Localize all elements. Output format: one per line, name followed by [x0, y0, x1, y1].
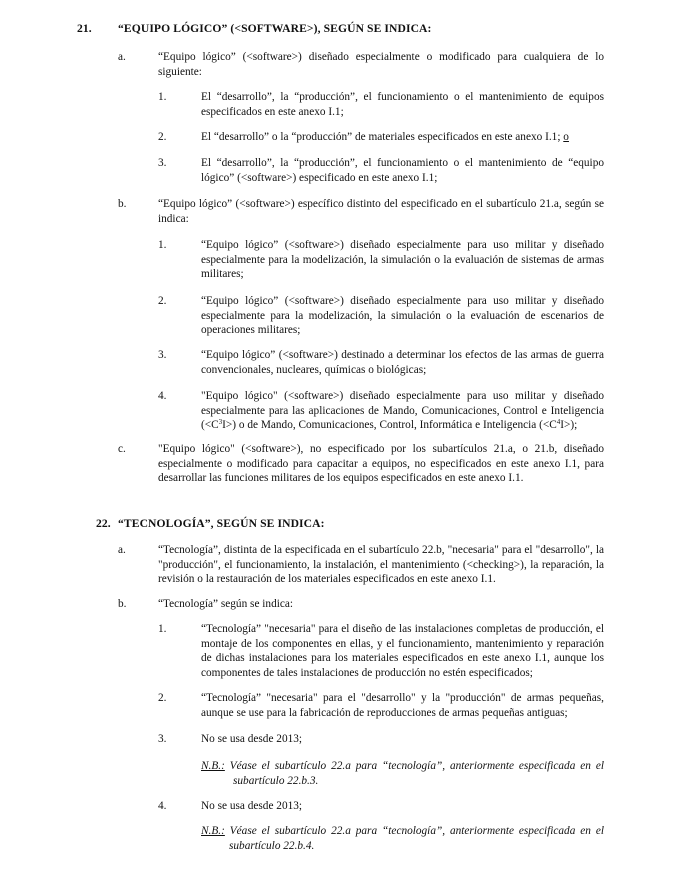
sec22-b-item3-number: 3.: [158, 733, 167, 745]
sec22-b-item1-text: “Tecnología” "necesaria" para el diseño de las instalaciones completas de producción, el montaje de los componentes en ellas, y el funcionamiento, mantenimiento y reparación de dichas instalaciones para los materiales especificados en este anexo I.1, aunque los componentes de tales instalaciones de producción no estén especificados;: [201, 623, 604, 679]
sec21-b-item3-text: “Equipo lógico” (<software>) destinado a determinar los efectos de las armas de guerra convencionales, nucleares, químicas o biológicas;: [201, 349, 604, 376]
sec21-c-letter: c.: [118, 443, 126, 455]
sec21-a-item1-text: El “desarrollo”, la “producción”, el funcionamiento o el mantenimiento de equipos especificados en este anexo I.1;: [201, 91, 604, 118]
sec21-a-item3-text: El “desarrollo”, la “producción”, el funcionamiento o el mantenimiento de “equipo lógico” (<software>) especificado en este anexo I.1;: [201, 157, 604, 184]
sec22-a-letter: a.: [118, 544, 126, 556]
sec21-a-item1-number: 1.: [158, 91, 167, 103]
sec21-b-item4-number: 4.: [158, 390, 167, 402]
sec22-b-intro: “Tecnología” según se indica:: [158, 598, 294, 610]
sec22-a-text: “Tecnología”, distinta de la especificada en el subartículo 22.b, "necesaria" para el "desarrollo", la "producción", el funcionamiento, la instalación, el mantenimiento (<checking>), la reparación, la revisión o la restauración de los materiales especificados en este anexo I.1.: [158, 544, 604, 586]
section-21-title: “EQUIPO LÓGICO” (<SOFTWARE>), SEGÚN SE INDICA:: [118, 22, 432, 35]
section-21-number: 21.: [77, 22, 92, 35]
sec22-b-item2-number: 2.: [158, 692, 167, 704]
sec22-b-item4-text: No se usa desde 2013;: [201, 800, 303, 812]
section-22-number: 22.: [96, 517, 111, 530]
nb-label: N.B.:: [201, 825, 225, 837]
nb-label: N.B.:: [201, 760, 225, 772]
sec22-b-item2-text: “Tecnología” "necesaria" para el "desarrollo" y la "producción" de armas pequeñas, aunque se use para la fabricación de reproducciones de armas pequeñas antiguas;: [201, 692, 604, 719]
conjunction-o: o: [563, 131, 569, 143]
sec21-b-item3-number: 3.: [158, 349, 167, 361]
sec21-b-item4-text: "Equipo lógico" (<software>) diseñado especialmente para uso militar y diseñado especialmente para las aplicaciones de Mando, Comunicaciones, Control e Inteligencia $(<C^3I>)$ o de Mando, Comunicaciones, Control, Informática e Inteligencia $(<C^4I>)$;: [201, 390, 604, 432]
sec22-b-item4-note: N.B.: Véase el subartículo 22.a para “tecnología”, anteriormente especificada en el subartículo 22.b.4.: [201, 825, 604, 852]
sec22-b-item1-number: 1.: [158, 623, 167, 635]
sec22-b-item3-text: No se usa desde 2013;: [201, 733, 303, 745]
section-22-title: “TECNOLOGÍA”, SEGÚN SE INDICA:: [118, 517, 325, 530]
sec21-a-text: “Equipo lógico” (<software>) diseñado especialmente o modificado para cualquiera de lo siguiente:: [158, 51, 604, 78]
sec22-b-letter: b.: [118, 598, 127, 610]
sec21-b-item1-number: 1.: [158, 239, 167, 251]
sec21-b-item2-text: “Equipo lógico” (<software>) diseñado especialmente para uso militar y diseñado especialmente para la modelización, la simulación o la evaluación de escenarios de operaciones militares;: [201, 295, 604, 337]
sec21-c-text: "Equipo lógico" (<software>), no especificado por los subartículos 21.a, o 21.b, diseñado especialmente o modificado para capacitar a equipos, no especificados en este anexo I.1, para desarrollar las funciones militares de los equipos especificados en este anexo I.1.: [158, 443, 604, 485]
sec21-a-letter: a.: [118, 51, 126, 63]
sec21-a-item2-number: 2.: [158, 131, 167, 143]
sec21-a-item2-text: El “desarrollo” o la “producción” de materiales especificados en este anexo I.1; o: [201, 131, 569, 143]
sec21-b-item1-text: “Equipo lógico” (<software>) diseñado especialmente para uso militar y diseñado especialmente para la modelización, la simulación o la evaluación de sistemas de armas militares;: [201, 239, 604, 281]
sec22-b-item3-note: N.B.: Véase el subartículo 22.a para “tecnología”, anteriormente especificada en el subartículo 22.b.3.: [201, 760, 604, 787]
sec21-a-item3-number: 3.: [158, 157, 167, 169]
sec21-b-letter: b.: [118, 198, 127, 210]
sec22-b-item4-number: 4.: [158, 800, 167, 812]
sec21-b-item2-number: 2.: [158, 295, 167, 307]
sec21-b-text: “Equipo lógico” (<software>) específico distinto del especificado en el subartículo 21.a, según se indica:: [158, 198, 604, 225]
